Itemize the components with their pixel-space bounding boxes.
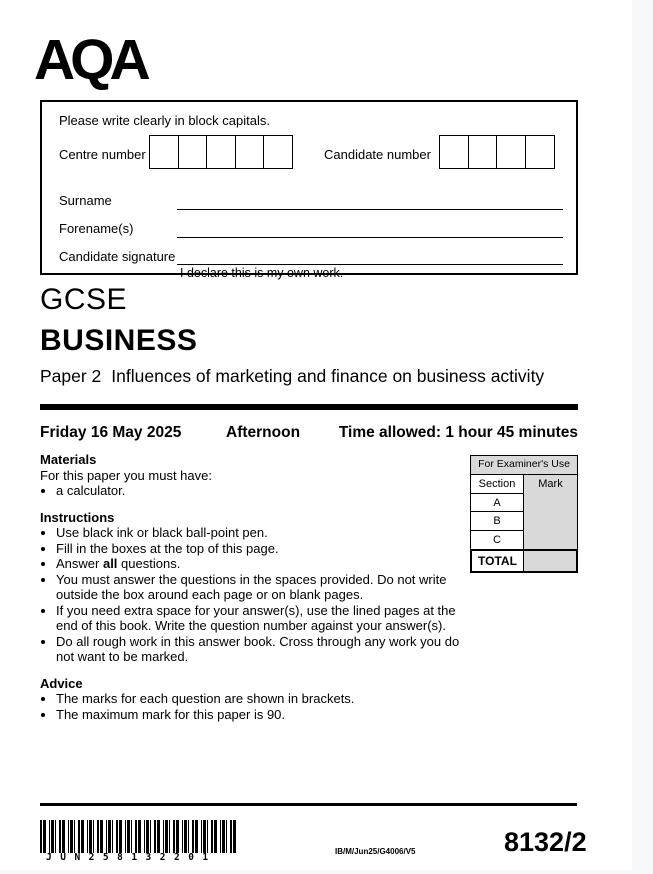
mark-column: Mark xyxy=(524,475,577,549)
aqa-logo: AQA xyxy=(34,28,146,92)
centre-number-cell xyxy=(235,135,265,169)
centre-number-cell xyxy=(149,135,179,169)
centre-number-cell xyxy=(263,135,293,169)
advice-list xyxy=(40,691,468,722)
section-row-a: A xyxy=(471,494,524,513)
exam-date: Friday 16 May 2025 xyxy=(40,424,182,441)
centre-number-label: Centre number xyxy=(59,147,146,162)
block-capitals-instruction: Please write clearly in block capitals. xyxy=(59,113,270,128)
advice-item: • The maximum mark for this paper is 90. xyxy=(56,707,468,723)
exam-session: Afternoon xyxy=(226,424,301,441)
centre-number-cell xyxy=(206,135,236,169)
total-label: TOTAL xyxy=(472,551,524,571)
total-row xyxy=(470,550,578,573)
paper-name: Influences of marketing and finance on business activity xyxy=(111,366,545,386)
thick-divider-rule xyxy=(40,404,578,410)
materials-intro: For this paper you must have: xyxy=(40,467,212,483)
total-mark-cell xyxy=(524,551,576,571)
advice-section xyxy=(40,676,468,723)
advice-item: • The marks for each question are shown in brackets. xyxy=(56,691,468,707)
examiner-table-title: For Examiner's Use xyxy=(470,455,578,475)
section-column xyxy=(471,475,524,549)
section-row-c: C xyxy=(471,531,524,550)
surname-label: Surname xyxy=(59,193,112,208)
forename-label: Forename(s) xyxy=(59,221,134,236)
instructions-section xyxy=(40,510,468,665)
candidate-number-cell xyxy=(439,135,469,169)
section-row-b: B xyxy=(471,512,524,531)
instruction-item: • Use black ink or black ball-point pen. xyxy=(56,525,468,541)
candidate-number-cell xyxy=(468,135,498,169)
candidate-number-cell xyxy=(525,135,555,169)
materials-heading: Materials xyxy=(40,452,97,467)
barcode xyxy=(40,820,238,853)
time-allowed: Time allowed: 1 hour 45 minutes xyxy=(338,424,578,441)
qualification-title: GCSE xyxy=(40,283,128,316)
instruction-item: • You must answer the questions in the spaces provided. Do not write outside the box around each page or on blank pages. xyxy=(56,572,468,603)
instruction-item: • Do all rough work in this answer book. Cross through any work you do not want to be marked. xyxy=(56,634,468,665)
signature-line xyxy=(177,264,563,265)
candidate-number-label: Candidate number xyxy=(324,147,431,162)
advice-heading: Advice xyxy=(40,675,83,691)
centre-number-cell xyxy=(178,135,208,169)
instructions-heading: Instructions xyxy=(40,509,115,525)
instructions-list xyxy=(40,525,468,665)
info-column xyxy=(40,452,468,722)
barcode-text: JUN258132201 xyxy=(46,852,217,863)
paper-code: 8132/2 xyxy=(504,827,587,857)
materials-item: • a calculator. xyxy=(56,483,468,499)
materials-section xyxy=(40,452,468,499)
signature-label: Candidate signature xyxy=(59,249,176,264)
candidate-number-cell xyxy=(496,135,526,169)
reference-code: IB/M/Jun25/G4006/V5 xyxy=(335,847,416,856)
paper-title xyxy=(40,366,544,387)
instruction-item: • Answer all questions. xyxy=(56,556,468,572)
candidate-details-box xyxy=(40,100,578,280)
paper-number: Paper 2 xyxy=(40,366,102,386)
section-header-cell: Section xyxy=(471,475,524,494)
instruction-item: • If you need extra space for your answer(s), use the lined pages at the end of this book. Write the question number against your answer(s). xyxy=(56,603,468,634)
footer-rule xyxy=(40,803,577,806)
instruction-item: • Fill in the boxes at the top of this page. xyxy=(56,541,468,557)
subject-title: BUSINESS xyxy=(40,324,198,357)
declaration-text: I declare this is my own work. xyxy=(180,266,344,280)
candidate-number-boxes xyxy=(439,135,555,169)
centre-number-boxes xyxy=(149,135,293,169)
examiner-use-table xyxy=(470,455,578,573)
surname-line xyxy=(177,209,563,210)
examiner-table-body xyxy=(470,475,578,550)
materials-list xyxy=(40,483,468,499)
forename-line xyxy=(177,237,563,238)
session-row xyxy=(40,424,578,444)
